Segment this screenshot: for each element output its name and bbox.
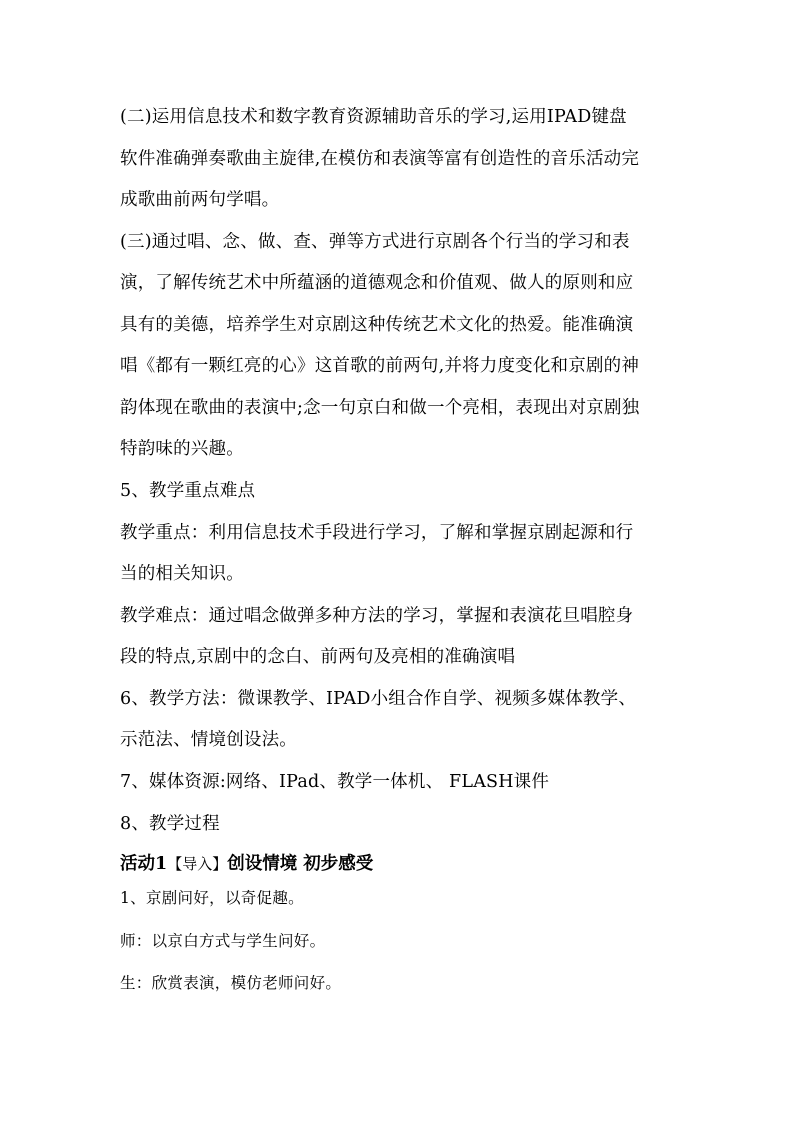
activity-line: 师：以京白方式与学生问好。 [120,932,326,950]
paragraph-line: 演，了解传统艺术中所蕴涵的道德观念和价值观、做人的原则和应 [120,273,634,293]
paragraph-line: (三)通过唱、念、做、查、弹等方式进行京剧各个行当的学习和表 [120,232,630,252]
activity-line: 生：欣赏表演，模仿老师问好。 [120,974,342,992]
paragraph-line: 示范法、情境创设法。 [120,730,297,750]
paragraph-line: 当的相关知识。 [120,564,244,584]
paragraph-line: 成歌曲前两句学唱。 [120,190,280,210]
section-heading: 8、教学过程 [120,814,220,834]
section-heading: 6、教学方法：微课教学、IPAD小组合作自学、视频多媒体教学、 [120,689,637,709]
paragraph-line: 教学难点：通过唱念做弹多种方法的学习，掌握和表演花旦唱腔身 [120,606,634,626]
paragraph-line: 韵体现在歌曲的表演中;念一句京白和做一个亮相，表现出对京剧独 [120,398,640,418]
activity-tag: 【导入】 [167,855,228,873]
activity-line: 1、京剧问好，以奇促趣。 [120,889,304,907]
activity-label: 活动1 [120,854,168,874]
activity-heading [120,853,373,875]
section-heading: 7、媒体资源:网络、IPad、教学一体机、 FLASH课件 [120,772,550,792]
paragraph-line: 具有的美德，培养学生对京剧这种传统艺术文化的热爱。能准确演 [120,315,634,335]
paragraph-line: 唱《都有一颗红亮的心》这首歌的前两句,并将力度变化和京剧的神 [120,356,640,376]
paragraph-line: (二)运用信息技术和数字教育资源辅助音乐的学习,运用IPAD键盘 [120,107,627,127]
paragraph-line: 软件准确弹奏歌曲主旋律,在模仿和表演等富有创造性的音乐活动完 [120,149,640,169]
paragraph-line: 教学重点：利用信息技术手段进行学习，了解和掌握京剧起源和行 [120,523,634,543]
paragraph-line: 特韵味的兴趣。 [120,439,244,459]
paragraph-line: 段的特点,京剧中的念白、前两句及亮相的准确演唱 [120,647,516,667]
section-heading: 5、教学重点难点 [120,481,256,501]
activity-title: 创设情境 初步感受 [227,854,374,874]
